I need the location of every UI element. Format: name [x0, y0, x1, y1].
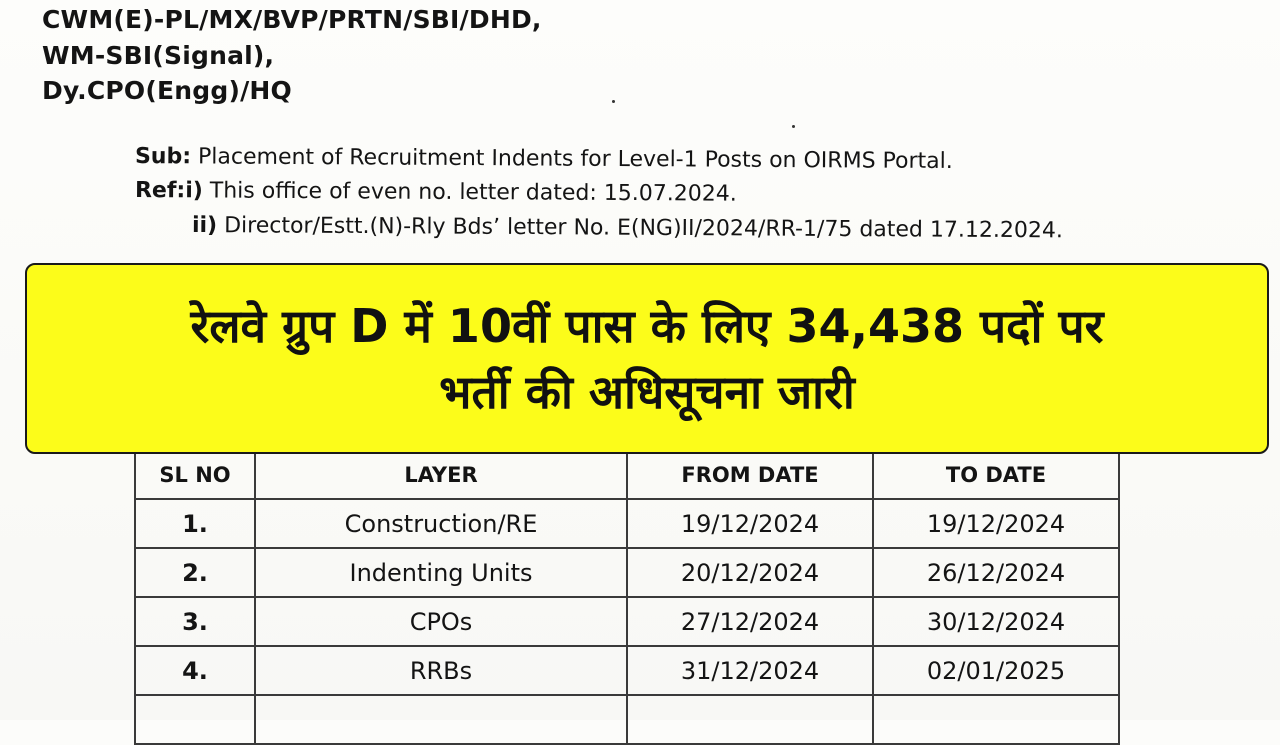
- ref-label: Ref:i): [134, 178, 203, 204]
- addressee-line-2: WM-SBI(Signal),: [42, 41, 275, 70]
- cell-layer: RRBs: [255, 646, 627, 695]
- ref-i-text: This office of even no. letter dated: 15.07.2024.: [209, 178, 737, 207]
- cell-sl: 2.: [135, 548, 255, 597]
- subject-line: [135, 144, 953, 174]
- header-from-date: FROM DATE: [627, 451, 873, 499]
- ref-ii-label: ii): [191, 213, 218, 239]
- scan-speck: [792, 125, 795, 128]
- addressee-line-1: CWM(E)-PL/MX/BVP/PRTN/SBI/DHD,: [42, 5, 542, 34]
- cell-to-date: 02/01/2025: [873, 646, 1119, 695]
- indent-schedule-table: [134, 450, 1120, 745]
- headline-line-1: रेलवे ग्रुप D में 10वीं पास के लिए 34,438 पदों पर: [190, 298, 1104, 353]
- table-row: [135, 548, 1119, 597]
- cell-layer: CPOs: [255, 597, 627, 646]
- headline-banner: [25, 263, 1269, 454]
- cell-from-date: 20/12/2024: [627, 548, 873, 597]
- cell-to-date: 19/12/2024: [873, 499, 1119, 548]
- cell-layer: Indenting Units: [255, 548, 627, 597]
- ref-ii-text: Director/Estt.(N)-Rly Bds’ letter No. E(NG)II/2024/RR-1/75 dated 17.12.2024.: [224, 213, 1063, 244]
- table-row: [135, 597, 1119, 646]
- cell-from-date: 19/12/2024: [627, 499, 873, 548]
- table-header-row: [135, 451, 1119, 499]
- table-row: [135, 499, 1119, 548]
- cell-to-date: 26/12/2024: [873, 548, 1119, 597]
- addressee-line-3: Dy.CPO(Engg)/HQ: [42, 76, 292, 105]
- cell-from-date: 27/12/2024: [627, 597, 873, 646]
- cell-sl: 4.: [135, 646, 255, 695]
- cell-layer: Construction/RE: [255, 499, 627, 548]
- sub-text: Placement of Recruitment Indents for Level-1 Posts on OIRMS Portal.: [197, 144, 953, 174]
- header-to-date: TO DATE: [873, 451, 1119, 499]
- reference-i-line: [135, 178, 737, 207]
- header-sl-no: SL NO: [135, 451, 255, 499]
- table-row: [135, 646, 1119, 695]
- cell-sl: 1.: [135, 499, 255, 548]
- reference-ii-line: [192, 213, 1063, 243]
- scan-speck: [612, 100, 615, 103]
- sub-label: Sub:: [134, 144, 192, 170]
- cell-sl: 3.: [135, 597, 255, 646]
- cell-to-date: 30/12/2024: [873, 597, 1119, 646]
- header-layer: LAYER: [255, 451, 627, 499]
- cell-from-date: 31/12/2024: [627, 646, 873, 695]
- headline-line-2: भर्ती की अधिसूचना जारी: [439, 364, 855, 419]
